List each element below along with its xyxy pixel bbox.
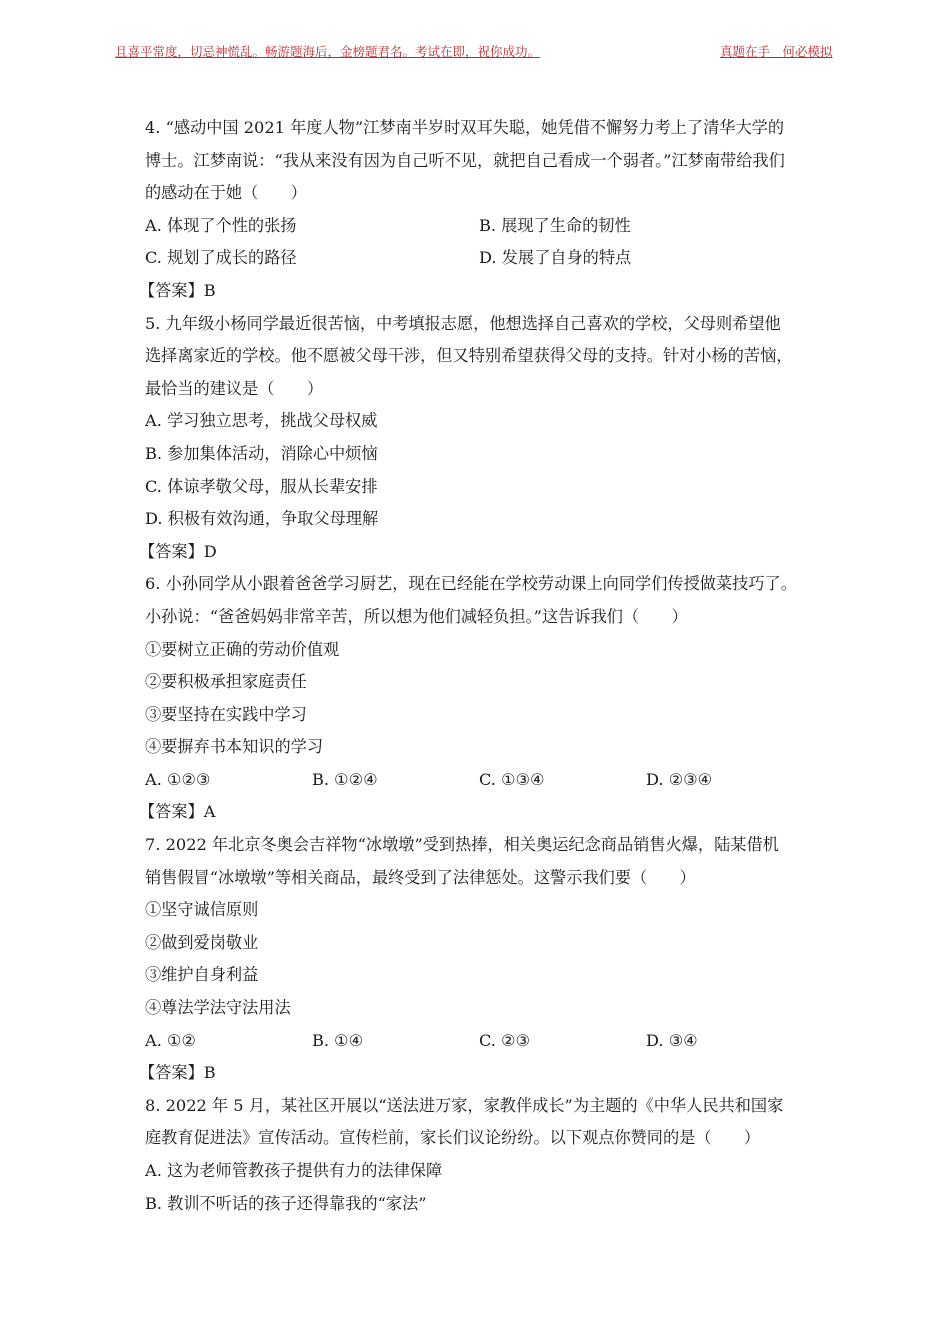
option-a: A. ①②③ xyxy=(145,769,211,789)
header-motto: 且喜平常度，切忌神慌乱。畅游题海后，金榜题君名。考试在即，祝你成功。 xyxy=(115,44,541,59)
statement-item: ②做到爱岗敬业 xyxy=(145,932,259,952)
exam-content xyxy=(139,112,813,1220)
question-5 xyxy=(139,308,813,569)
option-c: C. 规划了成长的路径 xyxy=(145,248,297,268)
question-5-stem-line: 最恰当的建议是（ ） xyxy=(145,378,324,398)
statement-item: ②要积极承担家庭责任 xyxy=(145,672,307,692)
answer: 【答案】D xyxy=(139,541,217,561)
question-6-stem-line: 小孙说：“爸爸妈妈非常辛苦，所以想为他们减轻负担。”这告诉我们（ ） xyxy=(145,606,688,626)
question-8 xyxy=(145,1090,813,1220)
option-b: B. ①④ xyxy=(312,1030,364,1050)
question-4-options-row xyxy=(145,242,813,275)
option-c: C. ②③ xyxy=(479,1030,531,1050)
question-4-options-row xyxy=(145,210,813,243)
option-d: D. 积极有效沟通，争取父母理解 xyxy=(145,509,379,529)
question-8-stem-line: 庭教育促进法》宣传活动。宣传栏前，家长们议论纷纷。以下观点你赞同的是（ ） xyxy=(145,1128,761,1148)
option-c: C. 体谅孝敬父母，服从长辈安排 xyxy=(145,476,378,496)
question-7-stem-line: 7. 2022 年北京冬奥会吉祥物“冰墩墩”受到热捧，相关奥运纪念商品销售火爆，陆某借机 xyxy=(145,835,779,855)
question-6 xyxy=(139,568,813,829)
option-b: B. 参加集体活动，消除心中烦恼 xyxy=(145,443,378,463)
question-7-stem-line: 销售假冒“冰墩墩”等相关商品，最终受到了法律惩处。这警示我们要（ ） xyxy=(145,867,696,887)
question-4 xyxy=(139,112,813,308)
question-8-stem-line: 8. 2022 年 5 月，某社区开展以“送法进万家，家教伴成长”为主题的《中华人民共和国家 xyxy=(145,1095,784,1115)
option-d: D. ③④ xyxy=(646,1030,698,1050)
question-7 xyxy=(139,829,813,1090)
question-6-stem-line: 6. 小孙同学从小跟着爸爸学习厨艺，现在已经能在学校劳动课上向同学们传授做菜技巧了。 xyxy=(145,574,797,594)
question-4-stem-line: 4. “感动中国 2021 年度人物”江梦南半岁时双耳失聪，她凭借不懈努力考上了清华大学的 xyxy=(145,118,785,137)
statement-item: ④要摒弃书本知识的学习 xyxy=(145,737,324,757)
statement-item: ③维护自身利益 xyxy=(145,965,259,985)
statement-item: ①要树立正确的劳动价值观 xyxy=(145,639,340,659)
answer: 【答案】B xyxy=(139,280,216,300)
question-5-stem-line: 5. 九年级小杨同学最近很苦恼，中考填报志愿，他想选择自己喜欢的学校，父母则希望他 xyxy=(145,313,781,333)
option-b: B. ①②④ xyxy=(312,769,378,789)
question-6-options-row xyxy=(145,764,813,797)
question-4-stem-line: 的感动在于她（ ） xyxy=(145,183,307,203)
answer: 【答案】B xyxy=(139,1063,216,1083)
option-b: B. 展现了生命的韧性 xyxy=(479,215,631,235)
option-a: A. 这为老师管教孩子提供有力的法律保障 xyxy=(145,1161,443,1180)
answer: 【答案】A xyxy=(139,802,216,822)
question-4-stem-line: 博士。江梦南说：“我从来没有因为自己听不见，就把自己看成一个弱者。”江梦南带给我们 xyxy=(145,150,785,170)
option-d: D. ②③④ xyxy=(646,769,713,789)
question-7-options-row xyxy=(145,1025,813,1058)
statement-item: ④尊法学法守法用法 xyxy=(145,998,291,1018)
option-d: D. 发展了自身的特点 xyxy=(479,248,632,268)
option-a: A. 体现了个性的张扬 xyxy=(145,215,297,235)
option-b: B. 教训不听话的孩子还得靠我的“家法” xyxy=(145,1193,427,1213)
option-a: A. 学习独立思考，挑战父母权威 xyxy=(145,411,378,431)
header-slogan: 真题在手 何必模拟 xyxy=(720,44,833,59)
statement-item: ①坚守诚信原则 xyxy=(145,900,259,920)
option-c: C. ①③④ xyxy=(479,769,545,789)
question-5-stem-line: 选择离家近的学校。他不愿被父母干涉，但又特别希望获得父母的支持。针对小杨的苦恼， xyxy=(145,346,793,366)
option-a: A. ①② xyxy=(145,1030,197,1050)
statement-item: ③要坚持在实践中学习 xyxy=(145,704,307,724)
